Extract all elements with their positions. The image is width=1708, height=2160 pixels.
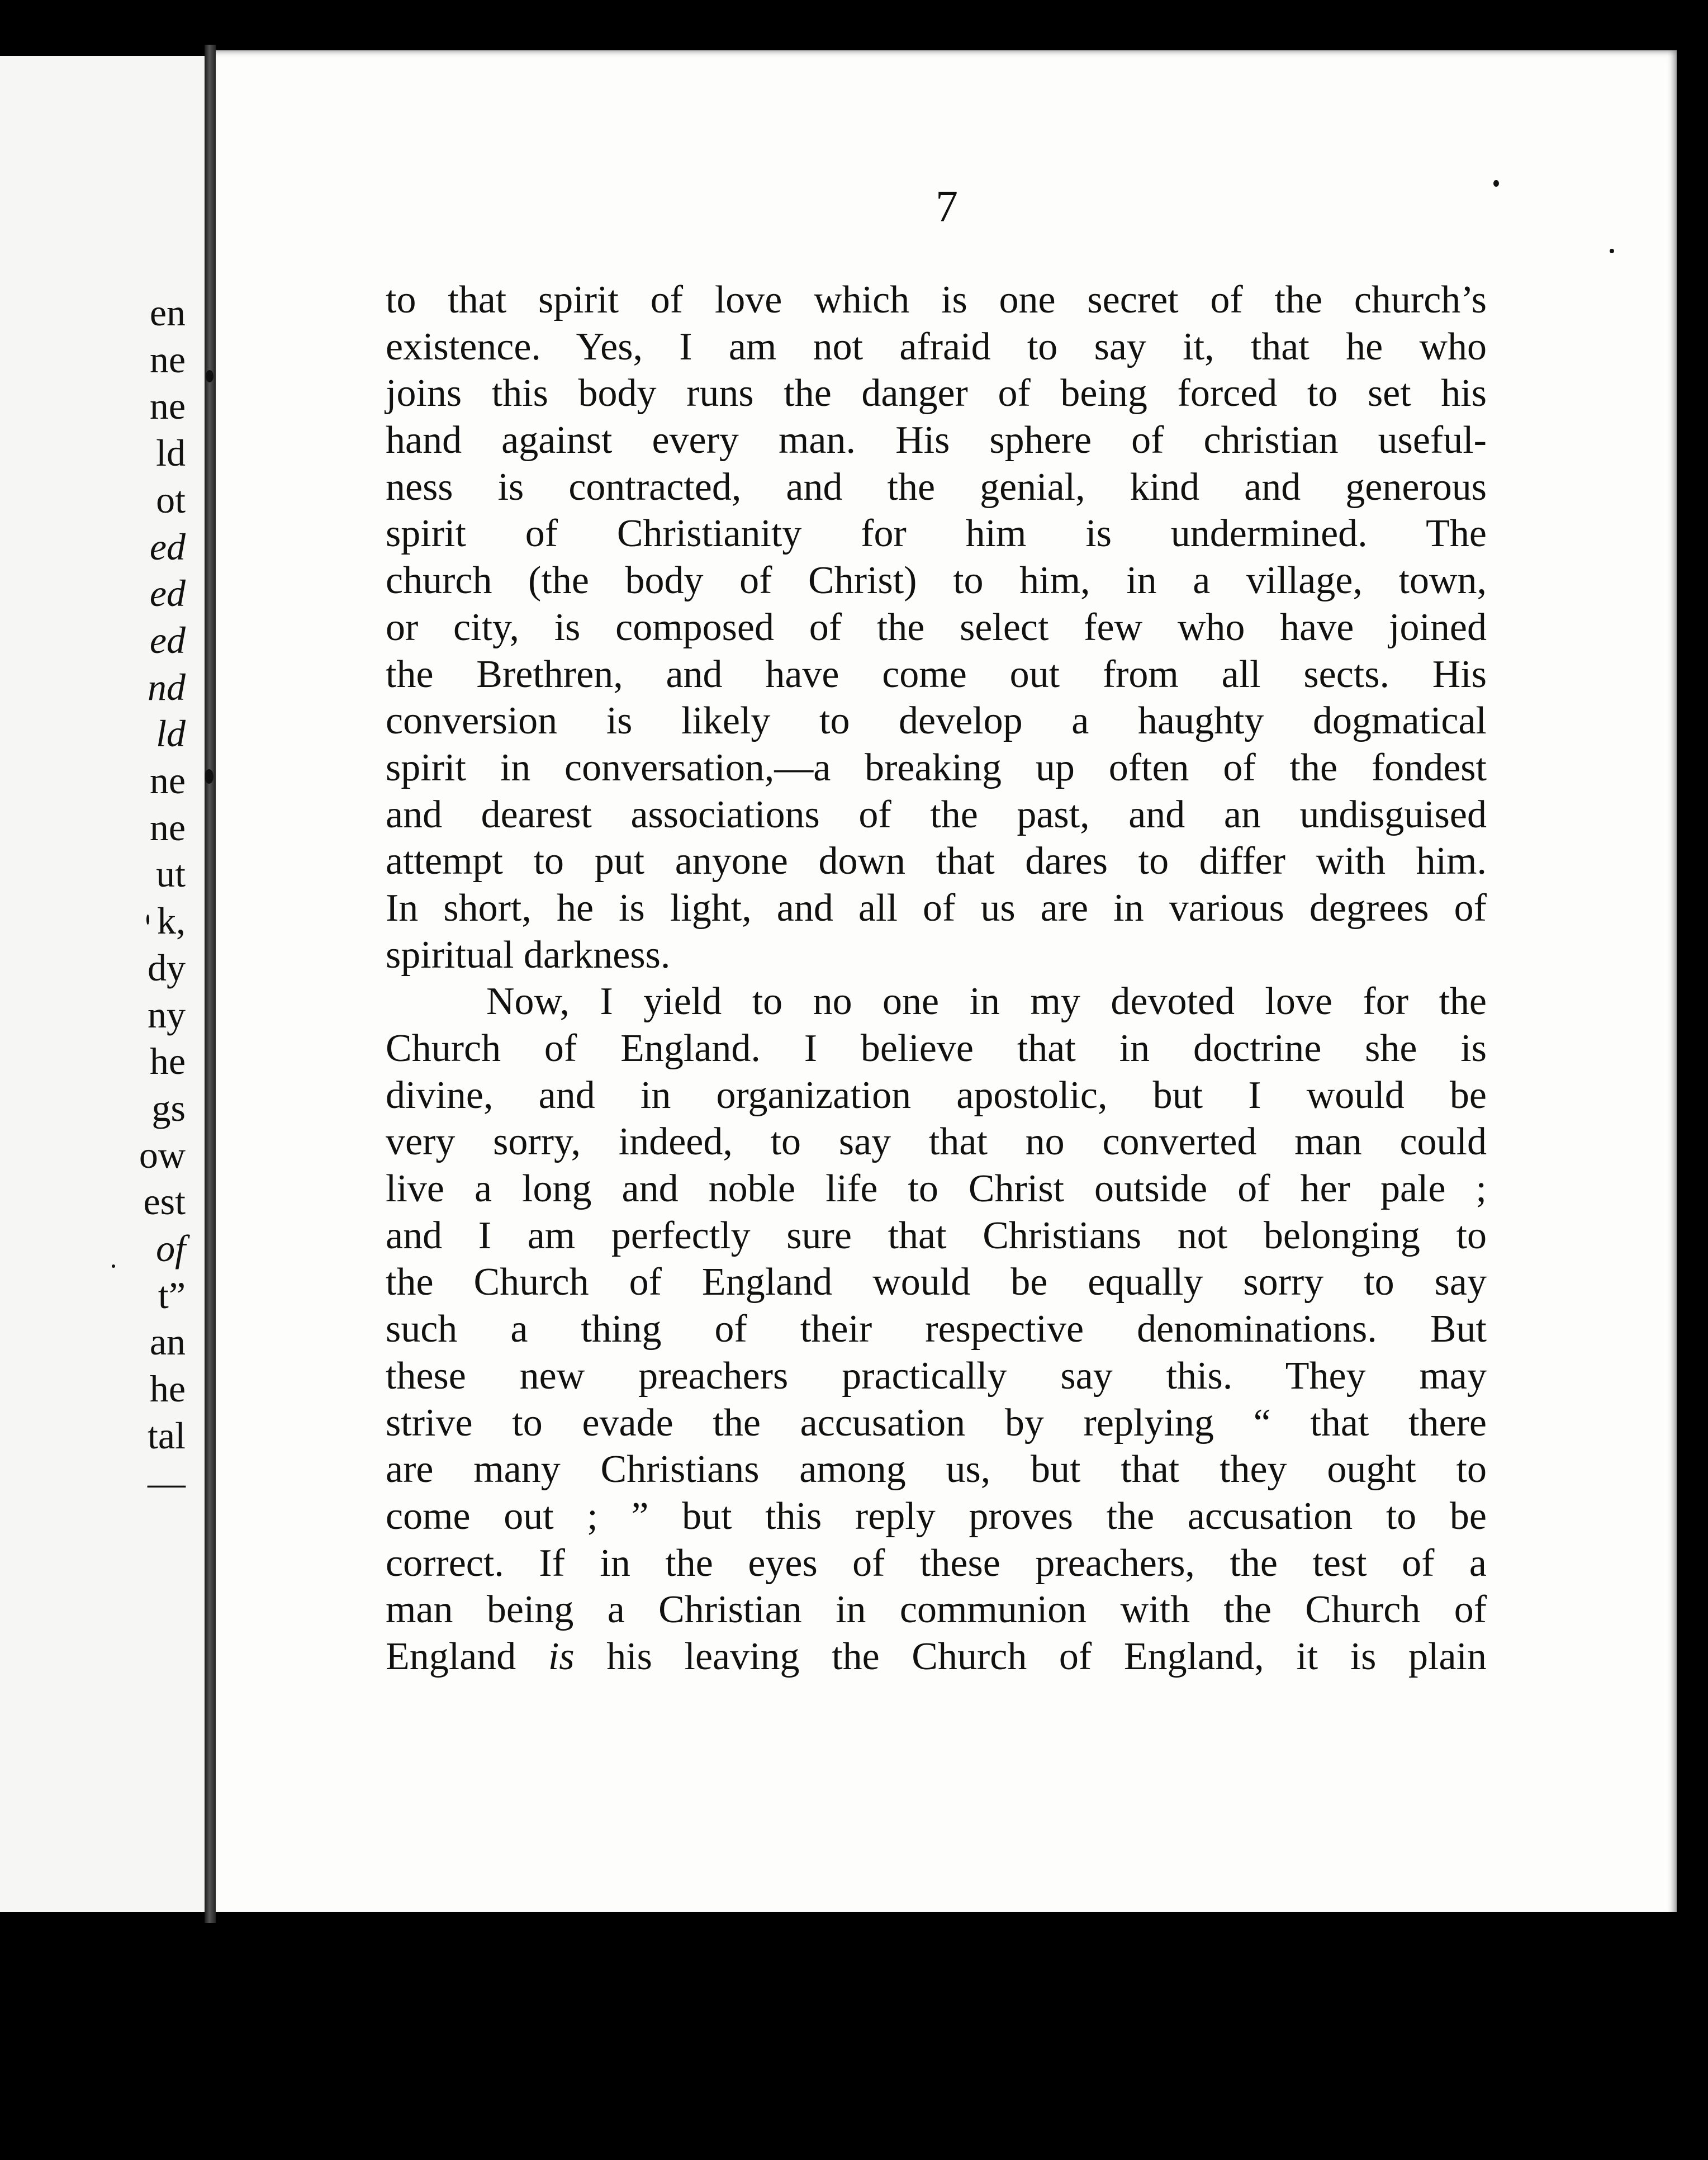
previous-page-fragment: t”: [158, 1273, 186, 1316]
text-line: [386, 464, 1487, 511]
body-text: [386, 277, 1487, 1680]
text-segment: or city, is composed of the select few who have joined: [386, 605, 1487, 649]
previous-page-fragment: of: [156, 1227, 186, 1270]
text-segment: are many Christians among us, but that they ought to: [386, 1448, 1487, 1491]
text-segment: existence. Yes, I am not afraid to say it, that he who: [386, 325, 1487, 368]
text-segment: spirit in conversation,—a breaking up often of the fondest: [386, 746, 1487, 789]
text-segment: the Church of England would be equally sorry to say: [386, 1261, 1487, 1304]
current-page: [216, 50, 1677, 1912]
text-line: [386, 324, 1487, 371]
text-segment: his leaving the Church of England, it is plain: [574, 1635, 1487, 1678]
text-line: [386, 1493, 1487, 1540]
previous-page-fragment: ne: [149, 759, 186, 802]
text-segment: England: [386, 1635, 548, 1678]
text-segment: correct. If in the eyes of these preachers, the test of a: [386, 1541, 1487, 1585]
text-line: [386, 838, 1487, 885]
text-line: [386, 1166, 1487, 1212]
previous-page-line-fragments: [141, 56, 208, 1912]
text-segment: Church of England. I believe that in doctrine she is: [386, 1027, 1487, 1070]
previous-page-fragment: gs: [151, 1086, 186, 1129]
text-line: [386, 1353, 1487, 1400]
text-segment: man being a Christian in communion with the Church of: [386, 1588, 1487, 1632]
previous-page-fragment: he: [149, 1367, 186, 1410]
text-line: [386, 1586, 1487, 1633]
text-line: [386, 885, 1487, 932]
text-line: [386, 745, 1487, 792]
previous-page-fragment: nd: [148, 665, 186, 708]
text-segment: to that spirit of love which is one secret of the church’s: [386, 278, 1487, 321]
text-line: [386, 1633, 1487, 1680]
scan-speck: [1610, 249, 1614, 253]
previous-page-fragment: dy: [148, 946, 186, 989]
text-segment: conversion is likely to develop a haughty dogmatical: [386, 699, 1487, 743]
text-line: [386, 978, 1487, 1025]
text-line: [386, 604, 1487, 651]
text-line: [386, 1072, 1487, 1119]
text-line: [386, 1446, 1487, 1493]
page-number: 7: [936, 182, 958, 231]
text-line: [386, 417, 1487, 464]
text-line: [386, 651, 1487, 698]
previous-page-fragment: ed: [149, 572, 186, 615]
text-segment: ness is contracted, and the genial, kind and generous: [386, 465, 1487, 509]
text-line: [386, 1306, 1487, 1353]
scan-speck: [1493, 180, 1499, 187]
previous-page-fragment: ld: [156, 712, 186, 755]
text-segment: very sorry, indeed, to say that no converted man could: [386, 1120, 1487, 1164]
previous-page-fragment: ny: [148, 993, 186, 1036]
previous-page-fragment: he: [149, 1040, 186, 1083]
previous-page-fragment: tal: [148, 1414, 186, 1457]
text-segment: and dearest associations of the past, and an undisguised: [386, 793, 1487, 836]
book-gutter: [205, 45, 216, 1923]
text-segment: these new preachers practically say this. They may: [386, 1354, 1487, 1398]
text-line: [386, 792, 1487, 839]
text-segment: church (the body of Christ) to him, in a village, town,: [386, 559, 1487, 603]
previous-page-fragment: ow: [139, 1133, 186, 1176]
text-line: [386, 557, 1487, 604]
previous-page-edge: [0, 56, 208, 1912]
previous-page-fragment: ut: [156, 852, 186, 896]
previous-page-fragment: —: [148, 1461, 186, 1504]
scan-speck: [146, 915, 149, 925]
text-line: [386, 277, 1487, 324]
text-line: [386, 1025, 1487, 1072]
previous-page-fragment: ot: [156, 478, 186, 521]
text-line: [386, 1400, 1487, 1447]
previous-page-fragment: ne: [149, 338, 186, 381]
text-segment: and I am perfectly sure that Christians not belonging to: [386, 1214, 1487, 1257]
text-line: [386, 1212, 1487, 1259]
text-segment: the Brethren, and have come out from all sects. His: [386, 652, 1487, 696]
text-line: [386, 698, 1487, 745]
text-segment: Now, I yield to no one in my devoted love for the: [486, 980, 1487, 1024]
text-line: [386, 1259, 1487, 1306]
previous-page-fragment: k,: [157, 899, 186, 942]
text-line: [386, 370, 1487, 417]
scan-speck: [205, 769, 214, 784]
previous-page-fragment: ld: [156, 432, 186, 475]
text-segment: In short, he is light, and all of us are in various degrees of: [386, 886, 1487, 930]
previous-page-fragment: ed: [149, 618, 186, 661]
text-segment: spiritual darkness.: [386, 933, 671, 977]
text-line: [386, 1119, 1487, 1166]
text-segment: attempt to put anyone down that dares to differ with him.: [386, 840, 1487, 883]
italic-emphasis: is: [548, 1635, 575, 1678]
text-line: [386, 932, 1487, 979]
text-segment: hand against every man. His sphere of christian useful-: [386, 419, 1487, 462]
previous-page-fragment: ne: [149, 385, 186, 428]
previous-page-fragment: an: [149, 1320, 186, 1363]
text-line: [386, 1540, 1487, 1587]
previous-page-fragment: en: [149, 291, 186, 334]
text-segment: joins this body runs the danger of being forced to set his: [386, 372, 1487, 415]
scan-speck: [112, 1264, 115, 1268]
text-segment: spirit of Christianity for him is undermined. The: [386, 512, 1487, 556]
text-line: [386, 510, 1487, 557]
text-segment: divine, and in organization apostolic, but I would be: [386, 1073, 1487, 1117]
scan-speck: [206, 370, 214, 382]
text-segment: strive to evade the accusation by replying “ that there: [386, 1401, 1487, 1444]
text-segment: live a long and noble life to Christ outside of her pale ;: [386, 1167, 1487, 1211]
previous-page-fragment: ed: [149, 525, 186, 568]
text-segment: come out ; ” but this reply proves the accusation to be: [386, 1494, 1487, 1538]
previous-page-fragment: ne: [149, 806, 186, 849]
text-segment: such a thing of their respective denominations. But: [386, 1308, 1487, 1351]
previous-page-fragment: est: [143, 1180, 186, 1223]
